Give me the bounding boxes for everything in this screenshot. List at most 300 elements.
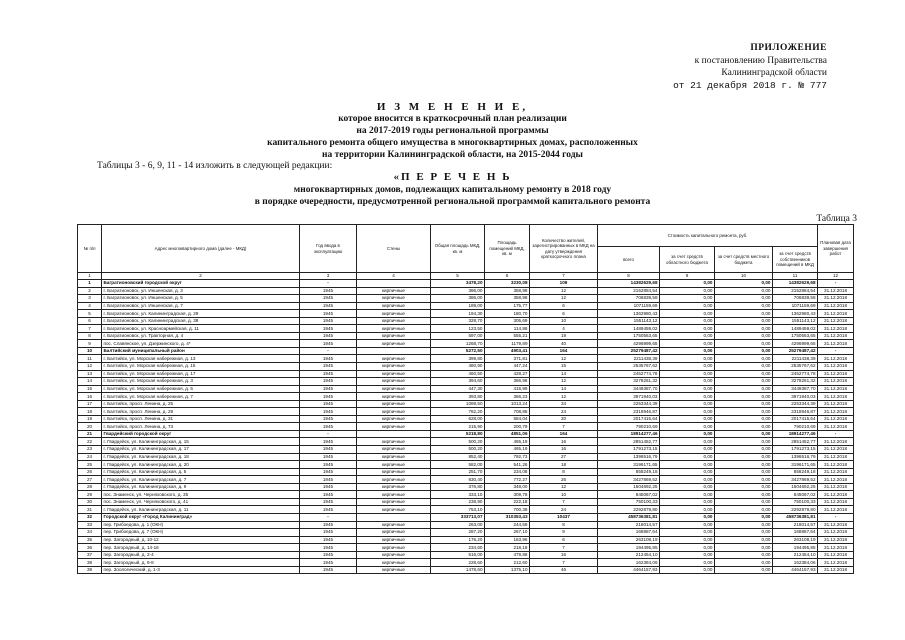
cell-premises-area: 267,10 [485, 529, 530, 537]
cell-cost-local: 0,00 [715, 506, 773, 514]
cell-cost-total: 162384,06 [598, 559, 660, 567]
cell-total-area: 480,90 [431, 363, 485, 371]
table-row [78, 310, 854, 318]
column-number: 8 [598, 273, 660, 280]
cell-total-area: 5218,80 [431, 430, 485, 438]
cell-residents: 40 [530, 340, 598, 348]
cell-num: 22 [78, 438, 102, 446]
cell-cost-budget: 0,00 [660, 521, 715, 529]
cell-cost-local: 0,00 [715, 430, 773, 438]
cell-cost-local: 0,00 [715, 295, 773, 303]
cell-cost-total: 18914277,46 [598, 430, 660, 438]
cell-cost-budget: 0,00 [660, 446, 715, 454]
cell-cost-owners: 18914277,46 [773, 430, 818, 438]
cell-walls: кирпичные [357, 415, 431, 423]
cell-walls: кирпичные [357, 370, 431, 378]
cell-residents: 8 [530, 468, 598, 476]
cell-cost-owners: 2318946,87 [773, 408, 818, 416]
cell-planned-date: - [818, 280, 854, 288]
cell-num: 7 [78, 325, 102, 333]
cell-cost-total: 4464157,93 [598, 566, 660, 574]
cell-cost-owners: 2292879,80 [773, 506, 818, 514]
column-number: 3 [300, 273, 357, 280]
cell-planned-date: 31.12.2018 [818, 415, 854, 423]
cell-year: 1945 [300, 529, 357, 537]
cell-cost-local: 0,00 [715, 408, 773, 416]
cell-cost-local: 0,00 [715, 498, 773, 506]
cell-year: 1945 [300, 295, 357, 303]
cell-premises-area: 1375,10 [485, 566, 530, 574]
cell-planned-date: 31.12.2018 [818, 506, 854, 514]
cell-address: г. Багратионовск, ул. Иншенская, д. 5 [102, 295, 300, 303]
cell-cost-owners: 3278261,32 [773, 378, 818, 386]
cell-cost-local: 0,00 [715, 415, 773, 423]
col-header-premises-area: Площадь помещений МКД, кв. м [485, 225, 530, 273]
cell-cost-local: 0,00 [715, 287, 773, 295]
cell-premises-area: 4903,41 [485, 347, 530, 355]
cell-total-area: 852,40 [431, 453, 485, 461]
cell-cost-budget: 0,00 [660, 468, 715, 476]
table-row [78, 446, 854, 454]
cell-planned-date: - [818, 513, 854, 521]
instruction-text: Таблицы 3 - 6, 9, 11 - 14 изложить в следующей редакции: [97, 161, 333, 171]
cell-residents: 16 [530, 551, 598, 559]
cell-total-area: 500,20 [431, 438, 485, 446]
cell-cost-budget: 0,00 [660, 287, 715, 295]
cell-num: 6 [78, 317, 102, 325]
cell-year: 1945 [300, 544, 357, 552]
cell-num: 9 [78, 340, 102, 348]
table-row [78, 491, 854, 499]
cell-cost-budget: 0,00 [660, 483, 715, 491]
cell-year: 1945 [300, 378, 357, 386]
cell-num: 14 [78, 378, 102, 386]
cell-cost-budget: 0,00 [660, 491, 715, 499]
cell-cost-owners: 1489459,02 [773, 325, 818, 333]
cell-year: 1945 [300, 461, 357, 469]
column-number: 1 [78, 273, 102, 280]
cell-walls: кирпичные [357, 438, 431, 446]
cell-cost-budget: 0,00 [660, 370, 715, 378]
cell-address: г. Балтийск, просп. Ленина, д. 73 [102, 423, 300, 431]
cell-cost-owners: 845067,02 [773, 491, 818, 499]
cell-address: пер. Загородный, д. 14-16 [102, 544, 300, 552]
cell-cost-total: 25279487,42 [598, 347, 660, 355]
cell-address: пер. Загородный, д. 2-4 [102, 551, 300, 559]
cell-planned-date: 31.12.2018 [818, 446, 854, 454]
cell-premises-area: 1013,24 [485, 400, 530, 408]
cell-cost-local: 0,00 [715, 566, 773, 574]
cell-address: пер. Зоологический, д. 1-3 [102, 566, 300, 574]
cell-address: пер. Грибоедова, д. 1 (ОКН) [102, 521, 300, 529]
cell-premises-area: 222,18 [485, 498, 530, 506]
cell-cost-budget: 0,00 [660, 280, 715, 288]
cell-address: г. Багратионовск, ул. Иншенская, д. 3 [102, 287, 300, 295]
cell-cost-total: 3971940,03 [598, 393, 660, 401]
cell-cost-budget: 0,00 [660, 513, 715, 521]
cell-residents: 19 [530, 332, 598, 340]
cell-cost-total: 845067,02 [598, 491, 660, 499]
cell-walls: кирпичные [357, 355, 431, 363]
cell-cost-owners: 168887,64 [773, 529, 818, 537]
column-number: 7 [530, 273, 598, 280]
cell-premises-area: 1179,89 [485, 340, 530, 348]
cell-cost-local: 0,00 [715, 438, 773, 446]
cell-cost-total: 2292879,80 [598, 506, 660, 514]
cell-cost-budget: 0,00 [660, 385, 715, 393]
cell-cost-local: 0,00 [715, 529, 773, 537]
cell-cost-owners: 790210,69 [773, 423, 818, 431]
cell-cost-budget: 0,00 [660, 317, 715, 325]
cell-residents: 24 [530, 408, 598, 416]
cell-planned-date: 31.12.2018 [818, 295, 854, 303]
cell-planned-date: 31.12.2018 [818, 536, 854, 544]
cell-cost-owners: 162384,06 [773, 559, 818, 567]
cell-cost-owners: 1504692,25 [773, 483, 818, 491]
cell-cost-owners: 2211438,39 [773, 355, 818, 363]
cell-year: 1945 [300, 400, 357, 408]
cell-cost-budget: 0,00 [660, 347, 715, 355]
cell-address: г. Гвардейск, ул. Калининградская, д. 7 [102, 476, 300, 484]
cell-walls: кирпичные [357, 393, 431, 401]
cell-address: пос. Знаменск, ул. Черняховского, д. 41 [102, 498, 300, 506]
cell-total-area: 5272,50 [431, 347, 485, 355]
cell-cost-total: 2318946,87 [598, 408, 660, 416]
list-title: «П Е Р Е Ч Е Н Ь [393, 171, 512, 183]
cell-num: 37 [78, 551, 102, 559]
cell-address: г. Балтийск, ул. Морская набережная, д. 3 [102, 378, 300, 386]
list-subtitle-line: в порядке очередности, предусмотренной региональной программой капитального ремонта [254, 197, 651, 207]
cell-total-area: 393,80 [431, 393, 485, 401]
cell-total-area: 386,00 [431, 287, 485, 295]
cell-address: г. Багратионовск, ул. Красноармейская, д. 11 [102, 325, 300, 333]
cell-num: 12 [78, 363, 102, 371]
table-row [78, 393, 854, 401]
cell-cost-local: 0,00 [715, 453, 773, 461]
cell-planned-date: 31.12.2018 [818, 476, 854, 484]
cell-walls [357, 513, 431, 521]
col-header-walls: Стены [357, 225, 431, 273]
cell-total-area: 328,70 [431, 317, 485, 325]
cell-cost-budget: 0,00 [660, 438, 715, 446]
cell-cost-owners: 706839,58 [773, 295, 818, 303]
cell-num: 11 [78, 355, 102, 363]
cell-cost-budget: 0,00 [660, 295, 715, 303]
subtitle-line: на территории Калининградской области, на 2015-2044 годы [322, 150, 583, 160]
cell-cost-total: 4296999,65 [598, 340, 660, 348]
cell-walls: кирпичные [357, 408, 431, 416]
cell-premises-area: 584,04 [485, 415, 530, 423]
cell-year: 1945 [300, 566, 357, 574]
cell-cost-total: 3449387,70 [598, 385, 660, 393]
cell-cost-local: 0,00 [715, 393, 773, 401]
cell-cost-budget: 0,00 [660, 430, 715, 438]
cell-residents: 18 [530, 461, 598, 469]
cell-cost-budget: 0,00 [660, 408, 715, 416]
cell-num: 16 [78, 393, 102, 401]
cell-total-area: 830,40 [431, 476, 485, 484]
cell-cost-local: 0,00 [715, 310, 773, 318]
cell-cost-total: 1489459,02 [598, 325, 660, 333]
cell-address: г. Гвардейск, ул. Калининградская, д. 11 [102, 506, 300, 514]
cell-address: г. Балтийск, ул. Морская набережная, д. 5 [102, 385, 300, 393]
cell-address: г. Балтийск, просп. Ленина, д. 31 [102, 415, 300, 423]
table-row [78, 295, 854, 303]
cell-cost-local: 0,00 [715, 551, 773, 559]
cell-num: 38 [78, 559, 102, 567]
cell-residents: 7 [530, 498, 598, 506]
cell-planned-date: 31.12.2018 [818, 370, 854, 378]
cell-walls: кирпичные [357, 446, 431, 454]
cell-cost-local: 0,00 [715, 385, 773, 393]
cell-cost-local: 0,00 [715, 491, 773, 499]
cell-premises-area: 447,24 [485, 363, 530, 371]
cell-planned-date: 31.12.2018 [818, 529, 854, 537]
cell-num: 18 [78, 408, 102, 416]
cell-cost-total: 1504692,25 [598, 483, 660, 491]
cell-planned-date: 31.12.2018 [818, 544, 854, 552]
cell-residents: 6 [530, 310, 598, 318]
table-group-row [78, 280, 854, 288]
cell-total-area: 447,30 [431, 385, 485, 393]
cell-total-area: 333,10 [431, 491, 485, 499]
cell-total-area: 123,50 [431, 325, 485, 333]
cell-premises-area: 555,21 [485, 332, 530, 340]
cell-year: 1945 [300, 385, 357, 393]
cell-residents: 24 [530, 506, 598, 514]
cell-premises-area: 212,60 [485, 559, 530, 567]
cell-cost-local: 0,00 [715, 521, 773, 529]
cell-premises-area: 465,19 [485, 446, 530, 454]
cell-num: 8 [78, 332, 102, 340]
cell-walls [357, 280, 431, 288]
cell-total-area: 234,60 [431, 544, 485, 552]
cell-cost-total: 2211438,39 [598, 355, 660, 363]
cell-total-area: 394,60 [431, 378, 485, 386]
cell-address: г. Балтийск, ул. Морская набережная, д. 17 [102, 370, 300, 378]
cell-planned-date: 31.12.2018 [818, 325, 854, 333]
cell-year: 1945 [300, 559, 357, 567]
cell-cost-local: 0,00 [715, 370, 773, 378]
cell-cost-budget: 0,00 [660, 325, 715, 333]
cell-cost-budget: 0,00 [660, 355, 715, 363]
table-row [78, 498, 854, 506]
cell-walls: кирпичные [357, 302, 431, 310]
cell-planned-date: 31.12.2018 [818, 332, 854, 340]
cell-cost-total: 1791273,15 [598, 446, 660, 454]
cell-cost-local: 0,00 [715, 355, 773, 363]
cell-walls: кирпичные [357, 461, 431, 469]
table-row [78, 559, 854, 567]
cell-residents: 6 [530, 302, 598, 310]
cell-cost-budget: 0,00 [660, 415, 715, 423]
cell-planned-date: - [818, 430, 854, 438]
cell-residents: 4 [530, 325, 598, 333]
cell-cost-local: 0,00 [715, 332, 773, 340]
cell-year: 1945 [300, 438, 357, 446]
table-row [78, 544, 854, 552]
cell-num: 28 [78, 483, 102, 491]
table-row [78, 529, 854, 537]
cell-planned-date: 31.12.2018 [818, 468, 854, 476]
col-header-num: № п/п [78, 225, 102, 273]
cell-cost-owners: 2253344,39 [773, 400, 818, 408]
cell-premises-area: 700,38 [485, 506, 530, 514]
cell-planned-date: 31.12.2018 [818, 385, 854, 393]
cell-cost-total: 1071159,69 [598, 302, 660, 310]
table-row [78, 415, 854, 423]
cell-cost-total: 706839,58 [598, 295, 660, 303]
cell-num: 34 [78, 529, 102, 537]
cell-cost-budget: 0,00 [660, 453, 715, 461]
cell-cost-owners: 1071159,69 [773, 302, 818, 310]
cell-year: 1945 [300, 498, 357, 506]
cell-planned-date: 31.12.2018 [818, 363, 854, 371]
cell-walls: кирпичные [357, 378, 431, 386]
cell-address: пос. Славянское, ул. Дзержинского, д. 4* [102, 340, 300, 348]
table-row [78, 317, 854, 325]
cell-cost-total: 1750563,65 [598, 332, 660, 340]
subtitle-line: капитального ремонта общего имущества в многоквартирных домах, расположенных [267, 138, 638, 148]
cell-cost-total: 2152884,54 [598, 287, 660, 295]
document-subtitle [0, 113, 905, 161]
cell-walls: кирпичные [357, 483, 431, 491]
cell-num: 31 [78, 506, 102, 514]
cell-cost-budget: 0,00 [660, 340, 715, 348]
cell-residents: 14 [530, 385, 598, 393]
cell-total-area: 762,20 [431, 408, 485, 416]
cell-planned-date: 31.12.2018 [818, 393, 854, 401]
cell-cost-local: 0,00 [715, 363, 773, 371]
table-row [78, 400, 854, 408]
cell-address: пер. Загородный, д. 6-8 [102, 559, 300, 567]
cell-cost-owners: 2017415,64 [773, 415, 818, 423]
cell-year: - [300, 347, 357, 355]
cell-cost-budget: 0,00 [660, 506, 715, 514]
cell-total-area: 1478,60 [431, 566, 485, 574]
cell-residents: 16 [530, 446, 598, 454]
cell-residents: 20 [530, 415, 598, 423]
cell-num: 10 [78, 347, 102, 355]
cell-walls: кирпичные [357, 551, 431, 559]
table-row [78, 483, 854, 491]
cell-premises-area: 358,98 [485, 287, 530, 295]
cell-cost-local: 0,00 [715, 423, 773, 431]
cell-cost-local: 0,00 [715, 325, 773, 333]
cell-walls [357, 430, 431, 438]
cell-walls: кирпичные [357, 400, 431, 408]
cell-walls: кирпичные [357, 468, 431, 476]
cell-year: 1945 [300, 415, 357, 423]
column-numbers-row [78, 273, 854, 280]
cell-cost-total: 750100,33 [598, 498, 660, 506]
table-row [78, 287, 854, 295]
cell-address: г. Гвардейск, ул. Калининградская, д. 17 [102, 446, 300, 454]
cell-cost-owners: 2452774,78 [773, 370, 818, 378]
cell-total-area: 228,60 [431, 559, 485, 567]
cell-cost-owners: 458736381,81 [773, 513, 818, 521]
cell-address: г. Гвардейск, ул. Калининградская, д. 20 [102, 461, 300, 469]
cell-cost-owners: 2535767,62 [773, 363, 818, 371]
cell-cost-owners: 212454,10 [773, 551, 818, 559]
cell-cost-owners: 4464157,93 [773, 566, 818, 574]
cell-cost-local: 0,00 [715, 280, 773, 288]
cell-walls: кирпичные [357, 559, 431, 567]
cell-year: 1945 [300, 551, 357, 559]
cell-planned-date: - [818, 347, 854, 355]
cell-year: 1945 [300, 332, 357, 340]
column-number: 4 [357, 273, 431, 280]
cell-cost-owners: 218014,57 [773, 521, 818, 529]
cell-total-area: 238,90 [431, 498, 485, 506]
subtitle-line: которое вносится в краткосрочный план реализации [338, 114, 567, 124]
cell-address: Багратионовский городской округ [102, 280, 300, 288]
cell-total-area: 386,00 [431, 295, 485, 303]
cell-cost-local: 0,00 [715, 317, 773, 325]
cell-cost-owners: 194495,85 [773, 544, 818, 552]
cell-cost-budget: 0,00 [660, 498, 715, 506]
appendix-title: ПРИЛОЖЕНИЕ [750, 43, 827, 53]
cell-year: 1945 [300, 287, 357, 295]
cell-address: Городской округ «Город Калининград» [102, 513, 300, 521]
cell-year: 1945 [300, 340, 357, 348]
cell-planned-date: 31.12.2018 [818, 483, 854, 491]
cell-year: - [300, 513, 357, 521]
cell-year: 1945 [300, 302, 357, 310]
cell-cost-local: 0,00 [715, 483, 773, 491]
cell-cost-total: 458736381,81 [598, 513, 660, 521]
cell-year: 1945 [300, 363, 357, 371]
cell-premises-area: 244,59 [485, 521, 530, 529]
cell-cost-local: 0,00 [715, 446, 773, 454]
cell-planned-date: 31.12.2018 [818, 438, 854, 446]
appendix-date: от 21 декабря 2018 г. № 777 [673, 79, 827, 91]
cell-planned-date: 31.12.2018 [818, 302, 854, 310]
cell-residents: 8 [530, 521, 598, 529]
cell-num: 2 [78, 287, 102, 295]
cell-num: 5 [78, 310, 102, 318]
cell-premises-area: 428,27 [485, 370, 530, 378]
cell-cost-budget: 0,00 [660, 310, 715, 318]
cell-cost-local: 0,00 [715, 461, 773, 469]
cell-total-area: 516,00 [431, 551, 485, 559]
table-row [78, 551, 854, 559]
cell-address: г. Багратионовск, ул. Калининградская, д. 29 [102, 310, 300, 318]
cell-planned-date: 31.12.2018 [818, 310, 854, 318]
cell-cost-total: 14382629,68 [598, 280, 660, 288]
cell-premises-area: 4851,06 [485, 430, 530, 438]
cell-total-area: 176,20 [431, 536, 485, 544]
table-row [78, 355, 854, 363]
cell-walls: кирпичные [357, 544, 431, 552]
cell-cost-owners: 14382629,68 [773, 280, 818, 288]
cell-total-area: 263,00 [431, 521, 485, 529]
cell-cost-owners: 25279487,42 [773, 347, 818, 355]
cell-residents: 10437 [530, 513, 598, 521]
cell-address: г. Балтийск, ул. Морская набережная, д. 15 [102, 363, 300, 371]
column-number: 5 [431, 273, 485, 280]
cell-walls: кирпичные [357, 332, 431, 340]
cell-num: 25 [78, 461, 102, 469]
cell-cost-owners: 2851452,77 [773, 438, 818, 446]
cell-walls: кирпичные [357, 521, 431, 529]
table-row [78, 468, 854, 476]
table-body [78, 273, 854, 574]
cell-residents: 164 [530, 347, 598, 355]
cell-num: 23 [78, 446, 102, 454]
cell-premises-area: 792,73 [485, 453, 530, 461]
cell-residents: 7 [530, 544, 598, 552]
